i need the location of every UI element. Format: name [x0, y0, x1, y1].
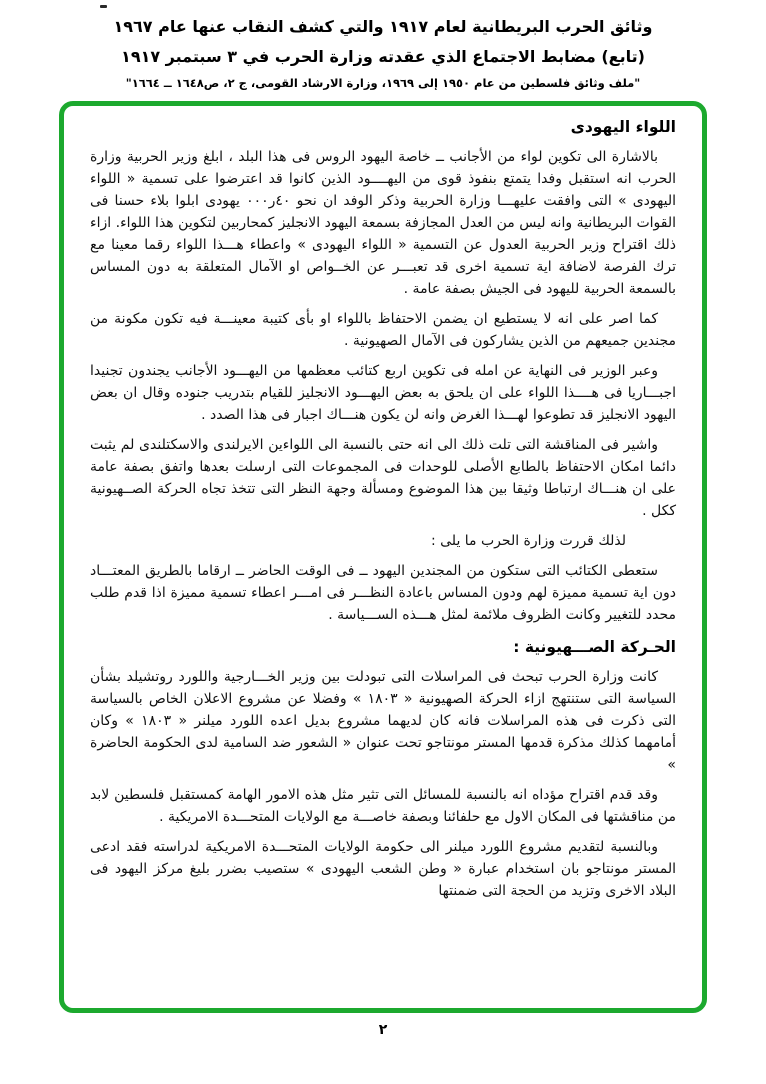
paragraph-decision-intro: لذلك قررت وزارة الحرب ما يلى :	[430, 533, 626, 549]
section-heading-jewish-legion: اللواء اليهودى	[570, 118, 676, 136]
paragraph-legion-3: وعبر الوزير فى النهاية عن امله فى تكوين اربع كتائب معظمها من اليهـــود الأجانب يجندون تجنيدا اجبـــاريا فى هــــذا اللواء على ان يلحق به بعض اليهـــود الانجليز للقيام بتدريب جنوده وقال ان بعض اليهود الانجليز قد تطوعوا لهـــذا الغرض وانه لن يكون هنـــاك اجبار فى هذا الصدد .	[90, 363, 676, 423]
header-source-citation: "ملف وثائق فلسطين من عام ١٩٥٠ إلى ١٩٦٩، وزارة الارشاد القومى، ج ٢، ص١٦٤٨ ــ ١٦٦٤"	[125, 76, 641, 90]
document-header	[0, 0, 766, 94]
page-number: ٢	[378, 1022, 388, 1038]
paragraph-decision-body: ستعطى الكتائب التى ستكون من المجندين اليهود ــ فى الوقت الحاضر ــ ارقاما بالطريق المعتـــاد دون اية تسمية مميزة لهم ودون المساس باعادة النظـــر فى امـــر اعطاء تسمية مميزة اذا قدم طلب محدد للتغيير وكانت الظروف ملائمة لمثل هـــذه الســـياسة .	[90, 563, 676, 623]
document-content-frame	[59, 101, 707, 1013]
section-heading-zionist-movement: الحـركة الصـــهيونية :	[513, 638, 676, 656]
paragraph-legion-2: كما اصر على انه لا يستطيع ان يضمن الاحتفاظ باللواء او بأى كتيبة معينـــة فيه تكون مكونة من مجندين جميعهم من الذين يشاركون فى الآمال الصهيونية .	[90, 311, 676, 349]
header-subtitle-line: (تابع) مضابط الاجتماع الذي عقدته وزارة الحرب في ٣ سبتمبر ١٩١٧	[121, 47, 645, 66]
paragraph-zionist-1: كانت وزارة الحرب تبحث فى المراسلات التى تبودلت بين وزير الخـــارجية واللورد روتشيلد بشأن السياسة التى ستنتهج ازاء الحركة الصهيونية « ١٨٠٣ » وفضلا عن مشروع الاعلان الخاص بالسياسة التى ذكرت فى هذه المراسلات فانه كان لديهما مشروع بديل اعده اللورد ميلنر « ١٨٠٣ » وكان أمامهما كذلك مذكرة قدمها المستر مونتاجو تحت عنوان « الشعور ضد السامية لدى الحكومة الحاضرة »	[90, 669, 676, 773]
scan-artifact-mark	[100, 5, 107, 8]
header-title-line: وثائق الحرب البريطانية لعام ١٩١٧ والتي كشف النقاب عنها عام ١٩٦٧	[113, 17, 653, 36]
paragraph-zionist-2: وقد قدم اقتراح مؤداه انه بالنسبة للمسائل التى تثير مثل هذه الامور الهامة كمستقبل فلسطين لابد من مناقشتها فى المكان الاول مع حلفائنا وبصفة خاصـــة مع الولايات المتحـــدة الامريكية .	[90, 787, 676, 825]
paragraph-legion-1: بالاشارة الى تكوين لواء من الأجانب ــ خاصة اليهود الروس فى هذا البلد ، ابلغ وزير الحربية وزارة الحرب انه استقبل وفدا يتمتع بنفوذ قوى من اليهــــود الذين كانوا قد اعترضوا على تسمية « اللواء اليهودى » التى وافقت عليهـــا وزارة الحربية وذكر الوفد ان نحو ٤٠ر٠٠٠ يهودى ابلوا بلاء حسنا فى القوات البريطانية وانه ليس من العدل المجازفة بسمعة اليهود الانجليز كمحاربين لتكوين هذا اللواء. ازاء ذلك اقتراح وزير الحربية العدول عن التسمية « اللواء اليهودى » واعطاء هـــذا اللواء رقما معينا مع ترك الفرصة لاضافة اية تسمية اخرى قد تعبـــر عن الخــواص او الآمال المتعلقة به دون المساس بالسمعة الحربية لليهود فى الجيش بصفة عامة .	[90, 149, 676, 297]
paragraph-legion-4: واشير فى المناقشة التى تلت ذلك الى انه حتى بالنسبة الى اللواءين الايرلندى والاسكتلندى لم يثبت دائما امكان الاحتفاظ بالطابع الأصلى للوحدات فى المجموعات التى ارسلت بعدها واتفق بصفة عامة على ان هنـــاك ارتباطا وثيقا بين هذا الموضوع ومسألة وجهة النظر التى تتخذ تجاه الحركة الصــهيونية ككل .	[90, 437, 676, 519]
paragraph-zionist-3: وبالنسبة لتقديم مشروع اللورد ميلنر الى حكومة الولايات المتحـــدة الامريكية لدراسته فقد ادعى المستر مونتاجو بان استخدام عبارة « وطن الشعب اليهودى » ستصيب بضرر بليغ مركز اليهود فى البلاد الاخرى وتزيد من الحجة التى ضمنتها	[90, 839, 676, 899]
